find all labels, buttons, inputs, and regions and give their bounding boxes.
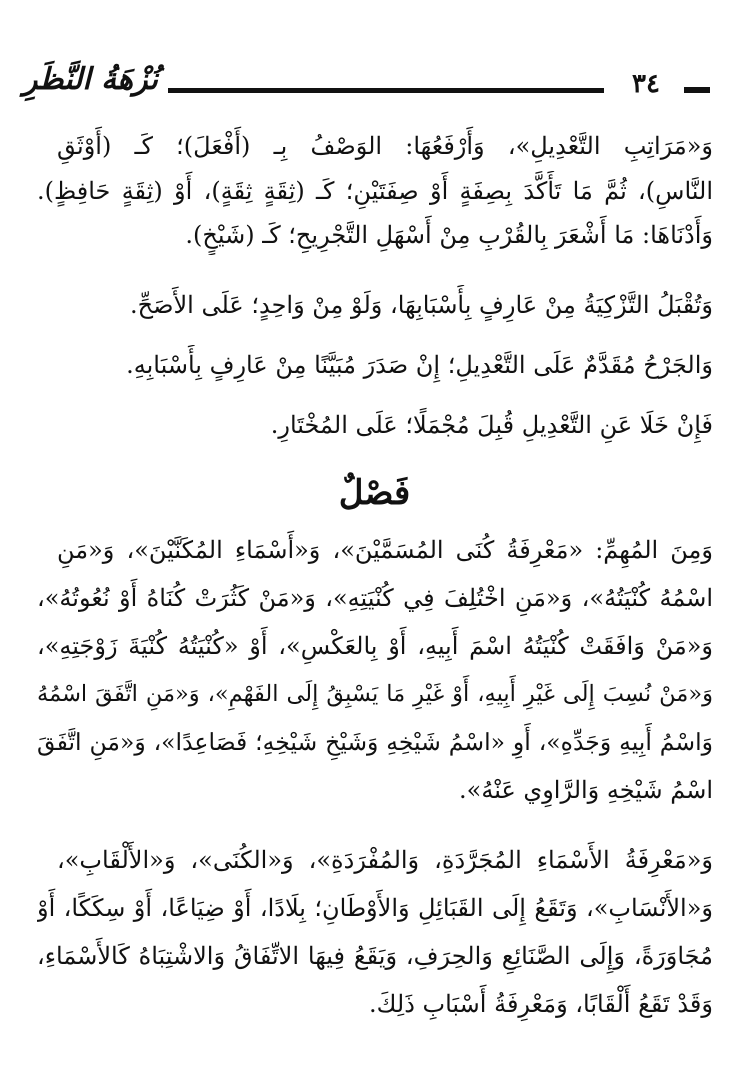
- text-line: اسْمُهُ كُنْيَتُهُ»، وَ«مَنِ اخْتُلِفَ فِي كُنْيَتِهِ»، وَ«مَنْ كَثُرَتْ كُنَاهُ أَوْ نُعُوتُهُ»،: [37, 584, 713, 612]
- section-heading: فَصْلٌ: [338, 473, 411, 513]
- text-line: النَّاسِ)، ثُمَّ مَا تَأَكَّدَ بِصِفَةٍ أَوْ صِفَتَيْنِ؛ كَـ (ثِقَةٍ ثِقَةٍ)، أَوْ (ثِقَةٍ حَافِظٍ).: [37, 177, 713, 205]
- text-line: وَ«مَعْرِفَةُ الأَسْمَاءِ المُجَرَّدَةِ، وَالمُفْرَدَةِ»، وَ«الكُنَى»، وَ«الأَلْقَابِ»،: [57, 846, 713, 874]
- text-line: وَأَدْنَاهَا: مَا أَشْعَرَ بِالقُرْبِ مِنْ أَسْهَلِ التَّجْرِيحِ؛ كَـ (شَيْخٍ).: [185, 221, 713, 249]
- page-number: ٣٤: [632, 69, 660, 99]
- page-header: [23, 58, 718, 108]
- text-line: وَ«مَنْ وَافَقَتْ كُنْيَتُهُ اسْمَ أَبِيهِ، أَوْ بِالعَكْسِ»، أَوْ «كُنْيَتُهُ كُنْيَةَ زَوْجَتِهِ»،: [37, 632, 713, 660]
- text-line: وَالجَرْحُ مُقَدَّمٌ عَلَى التَّعْدِيلِ؛ إِنْ صَدَرَ مُبَيَّنًا مِنْ عَارِفٍ بِأَسْبَابِهِ.: [126, 351, 713, 379]
- text-line: اسْمُ شَيْخِهِ وَالرَّاوِي عَنْهُ».: [459, 776, 713, 804]
- text-line: وَ«مَرَاتِبِ التَّعْدِيلِ»، وَأَرْفَعُهَا: الوَصْفُ بِـ (أَفْعَلَ)؛ كَـ (أَوْثَقِ: [57, 132, 713, 160]
- text-line: وَ«مَنْ نُسِبَ إِلَى غَيْرِ أَبِيهِ، أَوْ غَيْرِ مَا يَسْبِقُ إِلَى الفَهْمِ»، وَ«مَنِ اتَّفَقَ اسْمُهُ: [37, 681, 713, 707]
- text-line: وَاسْمُ أَبِيهِ وَجَدِّهِ»، أَوِ «اسْمُ شَيْخِهِ وَشَيْخِ شَيْخِهِ؛ فَصَاعِدًا»، وَ«مَنِ اتَّفَقَ: [37, 728, 713, 756]
- header-rule: [168, 88, 604, 93]
- text-line: وَتُقْبَلُ التَّزْكِيَةُ مِنْ عَارِفٍ بِأَسْبَابِهَا، وَلَوْ مِنْ وَاحِدٍ؛ عَلَى الأَصَحِّ.: [129, 291, 713, 319]
- text-line: مُجَاوَرَةً، وَإِلَى الصَّنَائِعِ وَالحِرَفِ، وَيَقَعُ فِيهَا الاتِّفَاقُ وَالاشْتِبَاهُ كَالأَسْمَاءِ،: [37, 942, 713, 970]
- page-number-dash: [684, 87, 710, 93]
- text-line: وَ«الأَنْسَابِ»، وَتَقَعُ إِلَى القَبَائِلِ وَالأَوْطَانِ؛ بِلَادًا، أَوْ ضِيَاعًا، أَوْ سِكَكًا، أَوْ: [37, 894, 713, 922]
- text-line: وَمِنَ المُهِمِّ: «مَعْرِفَةُ كُنَى المُسَمَّيْنَ»، وَ«أَسْمَاءِ المُكَنَّيْنَ»، وَ«مَنِ: [57, 536, 713, 564]
- book-title: نُزْهَةُ النَّظَرِ: [23, 62, 158, 97]
- text-line: فَإِنْ خَلَا عَنِ التَّعْدِيلِ قُبِلَ مُجْمَلًا؛ عَلَى المُخْتَارِ.: [270, 411, 713, 439]
- text-line: وَقَدْ تَقَعُ أَلْقَابًا، وَمَعْرِفَةُ أَسْبَابِ ذَلِكَ.: [369, 990, 713, 1018]
